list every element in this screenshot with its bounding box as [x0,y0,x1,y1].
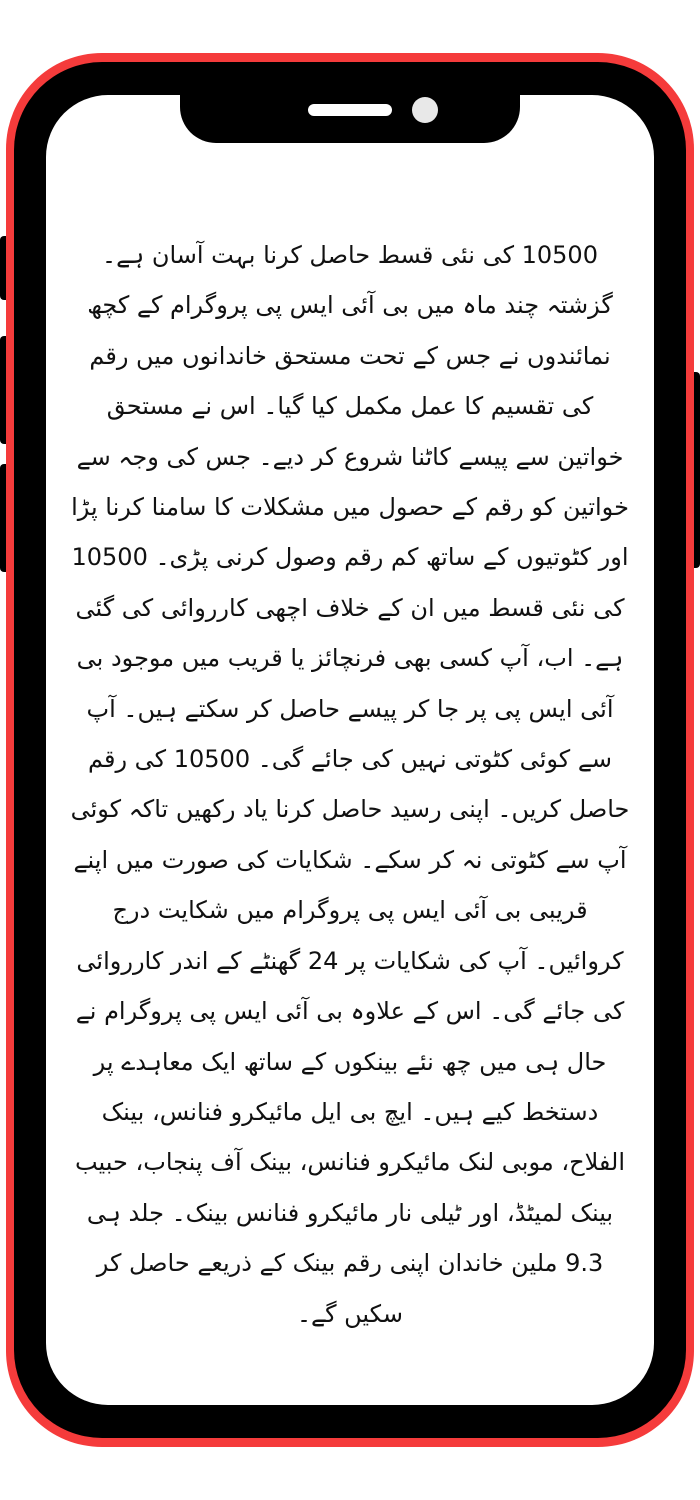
article-body: 10500 کی نئی قسط حاصل کرنا بہت آسان ہے۔ گزشتہ چند ماہ میں بی آئی ایس پی پروگرام کے کچھ نمائندوں نے جس کے تحت مستحق خاندانوں میں رقم کی تقسیم کا عمل مکمل کیا گیا۔ اس نے مستحق خواتین سے پیسے کاٹنا شروع کر دیے۔ جس کی وجہ سے خواتین کو رقم کے حصول میں مشکلات کا سامنا کرنا پڑا اور کٹوتیوں کے ساتھ کم رقم وصول کرنی پڑی۔ 10500 کی نئی قسط میں ان کے خلاف اچھی کارروائی کی گئی ہے۔ اب، آپ کسی بھی فرنچائز یا قریب میں موجود بی آئی ایس پی پر جا کر پیسے حاصل کر سکتے ہیں۔ آپ سے کوئی کٹوتی نہیں کی جائے گی۔ 10500 کی رقم حاصل کریں۔ اپنی رسید حاصل کرنا یاد رکھیں تاکہ کوئی آپ سے کٹوتی نہ کر سکے۔ شکایات کی صورت میں اپنے قریبی بی آئی ایس پی پروگرام میں شکایت درج کروائیں۔ آپ کی شکایات پر 24 گھنٹے کے اندر کارروائی کی جائے گی۔ اس کے علاوہ بی آئی ایس پی پروگرام نے حال ہی میں چھ نئے بینکوں کے ساتھ ایک معاہدے پر دستخط کیے ہیں۔ ایچ بی ایل مائیکرو فنانس، بینک الفلاح، موبی لنک مائیکرو فنانس، بینک آف پنجاب، حبیب بینک لمیٹڈ، اور ٹیلی نار مائیکرو فنانس بینک۔ جلد ہی 9.3 ملین خاندان اپنی رقم بینک کے ذریعے حاصل کر سکیں گے۔ [70,241,630,1328]
front-camera-icon [412,97,438,123]
phone-notch [180,95,520,143]
speaker-grille-icon [308,104,392,116]
